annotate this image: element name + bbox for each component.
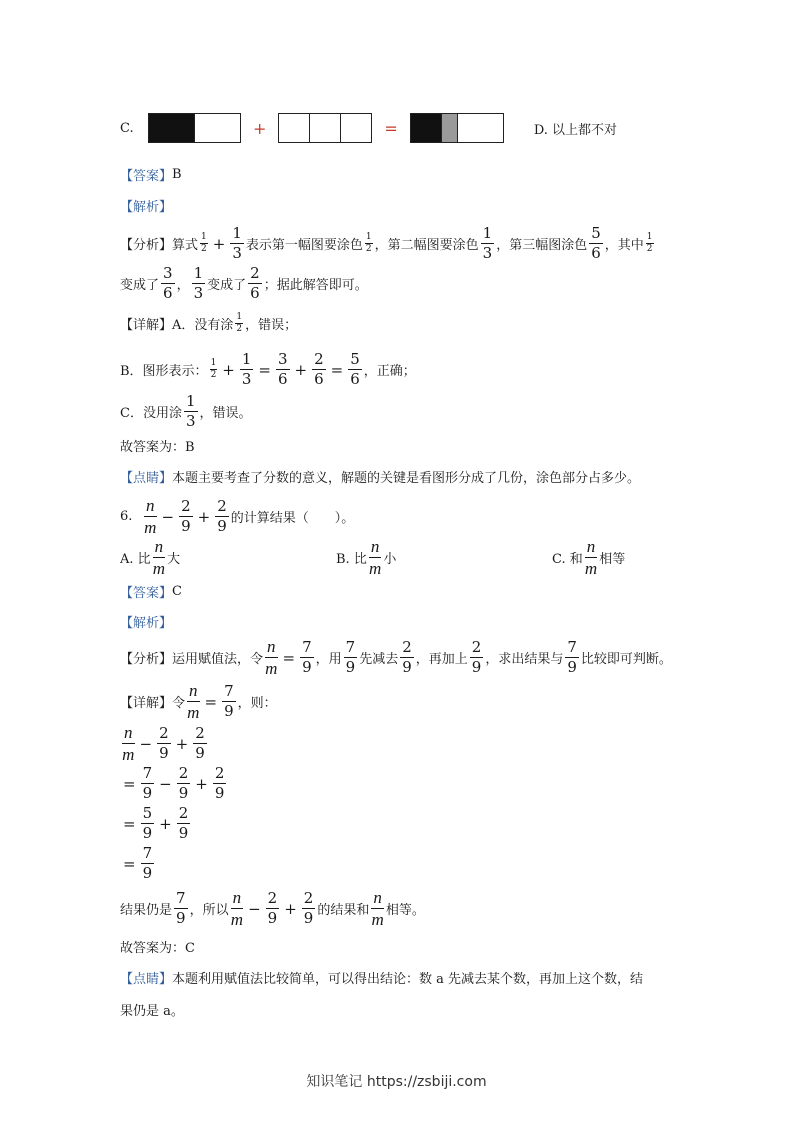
q6-option-b: B. 比 $\frac{n}{m}$ 小: [336, 537, 397, 578]
q6-dianjing-2: 果仍是 a。: [120, 1004, 184, 1019]
plus-sign: +: [253, 118, 267, 138]
q5-detail-a: 【详解】 A．没有涂 $\frac{1}{2}$ ，错误；: [120, 312, 298, 334]
option-label: C.: [120, 120, 134, 136]
q5-detail-b: B．图形表示： $\frac{1}{2}$ + $\frac{1}{3}$ = $\frac{3}{6}$ + $\frac{2}{6}$ = $\frac{5}{6}$ ，正确；: [120, 350, 416, 388]
equals-sign: =: [384, 118, 398, 138]
q5-analysis-tag: 【解析】: [120, 200, 173, 215]
q5-conclusion: 故答案为：B: [120, 440, 195, 455]
q6-result: 结果仍是 $\frac{7}{9}$ ，所以 $\frac{n}{m}$ − $\frac{2}{9}$ + $\frac{2}{9}$ 的结果和 $\frac{n}{m}$ 相等。: [120, 888, 425, 929]
q6-conclusion: 故答案为：C: [120, 941, 195, 956]
q6-dianjing-1: 【点睛】 本题利用赋值法比较简单，可以得出结论：数 a 先减去某个数，再加上这个数，结: [120, 972, 644, 987]
q6-step3: = $\frac{5}{9}$ + $\frac{2}{9}$: [123, 804, 189, 842]
q6-answer: 【答案】 C: [120, 584, 182, 601]
q6-option-a: A. 比 $\frac{n}{m}$ 大: [120, 537, 181, 578]
q6-step1: $\frac{n}{m}$ − $\frac{2}{9}$ + $\frac{2}{9}$: [122, 723, 205, 764]
footer-watermark: 知识笔记 https://zsbiji.com: [306, 1074, 487, 1090]
q5-fenxi-line1: 【分析】 算式 $\frac{1}{2}$ + $\frac{1}{3}$ 表示第一幅图要涂色 $\frac{1}{2}$ ，第二幅图要涂色 $\frac{1}{3}$ ，第三幅图涂色 $\frac{5}{6}$ ，其中 $\frac{1}{2}$: [120, 224, 653, 262]
q6-fenxi: 【分析】 运用赋值法，令 $\frac{n}{m}$ = $\frac{7}{9}$ ，用 $\frac{7}{9}$ 先减去 $\frac{2}{9}$ ，再加上 $\frac{2}{9}$ ，求出结果与 $\frac{7}{9}$ 比较即可判断。: [120, 637, 672, 678]
q5-fenxi-line2: 变成了 $\frac{3}{6}$ ， $\frac{1}{3}$ 变成了 $\frac{2}{6}$ ；据此解答即可。: [120, 264, 368, 302]
figure-sixths: [410, 113, 504, 143]
q6-detail: 【详解】 令 $\frac{n}{m}$ = $\frac{7}{9}$ ，则：: [120, 681, 277, 722]
q6-option-c: C. 和 $\frac{n}{m}$ 相等: [552, 537, 626, 578]
q6-analysis-tag: 【解析】: [120, 616, 173, 631]
figure-half: [148, 113, 241, 143]
figure-thirds: [278, 113, 372, 143]
q5-dianjing: 【点睛】 本题主要考查了分数的意义，解题的关键是看图形分成了几份，涂色部分占多少。: [120, 471, 641, 486]
option-d: D. 以上都不对: [533, 122, 618, 138]
q5-detail-c: C．没用涂 $\frac{1}{3}$ ，错误。: [120, 392, 252, 430]
q5-option-c: [120, 113, 617, 143]
q6-step4: = $\frac{7}{9}$: [123, 844, 153, 882]
q6-step2: = $\frac{7}{9}$ − $\frac{2}{9}$ + $\frac{2}{9}$: [123, 764, 225, 802]
q5-answer: 【答案】 B: [120, 167, 182, 184]
q6-stem: 6. $\frac{n}{m}$ − $\frac{2}{9}$ + $\frac{2}{9}$ 的计算结果（ ）。: [120, 496, 355, 537]
